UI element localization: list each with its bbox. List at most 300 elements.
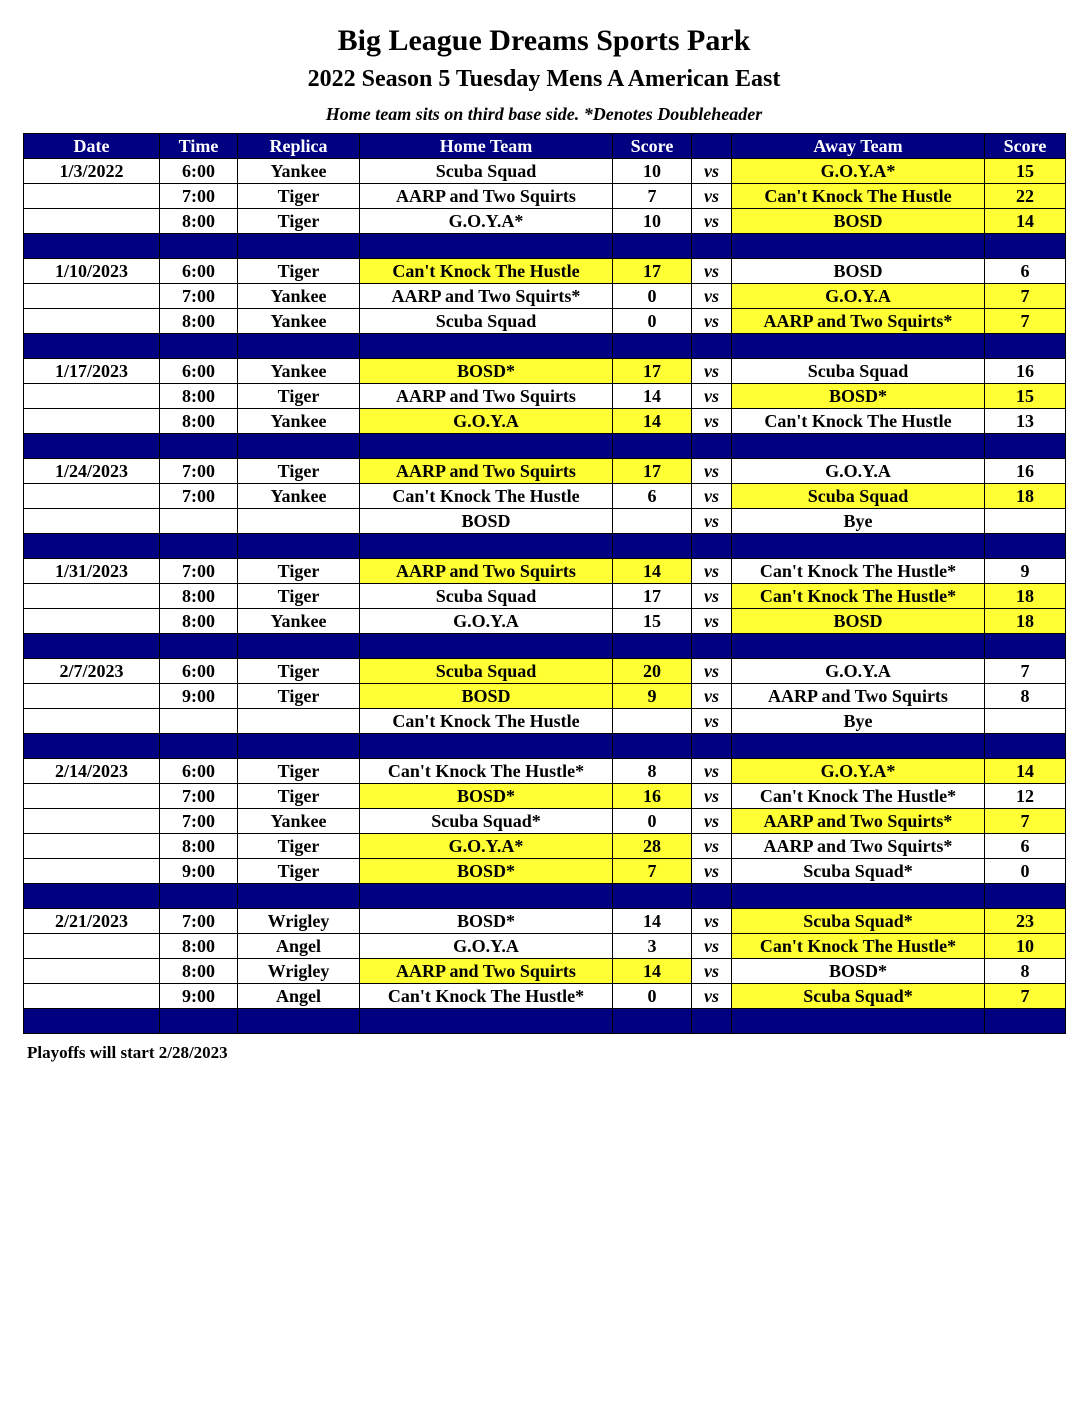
header-row [24,134,1066,159]
home-score: 14 [613,559,692,584]
home-score: 15 [613,609,692,634]
vs: vs [692,834,732,859]
vs: vs [692,984,732,1009]
home-score: 0 [613,284,692,309]
home-score: 3 [613,934,692,959]
home-team: G.O.Y.A [360,609,613,634]
home-team: BOSD [360,684,613,709]
vs: vs [692,759,732,784]
date-cell [24,809,160,834]
home-team: AARP and Two Squirts [360,459,613,484]
replica-cell: Yankee [238,159,360,184]
week-separator-row [24,234,1066,259]
game-row [24,759,1066,784]
date-cell [24,584,160,609]
vs: vs [692,359,732,384]
week-separator-row [24,334,1066,359]
away-score: 7 [985,309,1066,334]
separator-cell [613,884,692,909]
replica-cell: Tiger [238,184,360,209]
separator-cell [238,884,360,909]
date-cell [24,709,160,734]
date-cell: 1/31/2023 [24,559,160,584]
vs: vs [692,859,732,884]
replica-cell: Angel [238,984,360,1009]
away-team: G.O.Y.A [732,659,985,684]
game-row [24,209,1066,234]
replica-cell: Tiger [238,459,360,484]
time-cell: 7:00 [160,284,238,309]
time-cell: 7:00 [160,184,238,209]
time-cell: 7:00 [160,809,238,834]
away-score: 13 [985,409,1066,434]
date-cell [24,209,160,234]
time-cell: 6:00 [160,159,238,184]
home-team: Scuba Squad [360,159,613,184]
away-score: 18 [985,609,1066,634]
away-team: Can't Knock The Hustle* [732,584,985,609]
away-team: AARP and Two Squirts [732,684,985,709]
away-team: AARP and Two Squirts* [732,834,985,859]
replica-cell: Tiger [238,559,360,584]
away-team: BOSD [732,609,985,634]
separator-cell [732,634,985,659]
separator-cell [985,234,1066,259]
separator-cell [692,1009,732,1034]
home-score: 16 [613,784,692,809]
away-score: 23 [985,909,1066,934]
vs: vs [692,959,732,984]
vs: vs [692,909,732,934]
separator-cell [613,234,692,259]
separator-cell [692,734,732,759]
playoffs-note: Playoffs will start 2/28/2023 [27,1043,228,1062]
vs: vs [692,709,732,734]
game-row [24,509,1066,534]
replica-cell [238,509,360,534]
away-score: 14 [985,209,1066,234]
replica-cell: Tiger [238,384,360,409]
vs: vs [692,584,732,609]
time-cell: 6:00 [160,659,238,684]
date-cell [24,984,160,1009]
replica-cell: Tiger [238,584,360,609]
time-cell: 8:00 [160,934,238,959]
schedule-table [23,133,1066,1034]
separator-cell [360,334,613,359]
away-team: Can't Knock The Hustle [732,409,985,434]
col-header-replica: Replica [238,134,360,159]
separator-cell [692,334,732,359]
home-team: Can't Knock The Hustle* [360,759,613,784]
game-row [24,859,1066,884]
away-team: AARP and Two Squirts* [732,809,985,834]
separator-cell [24,534,160,559]
away-score: 18 [985,584,1066,609]
home-score: 20 [613,659,692,684]
separator-cell [692,234,732,259]
col-header-time: Time [160,134,238,159]
away-score: 16 [985,459,1066,484]
away-team: G.O.Y.A [732,459,985,484]
vs: vs [692,184,732,209]
replica-cell: Tiger [238,259,360,284]
home-score: 17 [613,584,692,609]
replica-cell: Tiger [238,859,360,884]
separator-cell [160,884,238,909]
home-score: 9 [613,684,692,709]
separator-cell [238,434,360,459]
time-cell: 8:00 [160,834,238,859]
separator-cell [360,234,613,259]
home-score: 14 [613,959,692,984]
vs: vs [692,784,732,809]
separator-cell [238,334,360,359]
vs: vs [692,934,732,959]
separator-cell [360,534,613,559]
separator-cell [360,734,613,759]
away-team: BOSD [732,209,985,234]
week-separator-row [24,434,1066,459]
separator-cell [238,734,360,759]
away-score: 15 [985,159,1066,184]
separator-cell [613,434,692,459]
date-cell [24,484,160,509]
separator-cell [732,1009,985,1034]
time-cell: 8:00 [160,309,238,334]
vs: vs [692,259,732,284]
away-score: 7 [985,659,1066,684]
away-score: 7 [985,284,1066,309]
date-cell [24,184,160,209]
separator-cell [360,634,613,659]
away-score: 6 [985,834,1066,859]
time-cell: 8:00 [160,209,238,234]
away-team: Scuba Squad* [732,984,985,1009]
replica-cell: Tiger [238,784,360,809]
time-cell: 8:00 [160,409,238,434]
game-row [24,559,1066,584]
date-cell [24,684,160,709]
game-row [24,984,1066,1009]
separator-cell [692,884,732,909]
separator-cell [613,734,692,759]
date-cell: 2/21/2023 [24,909,160,934]
time-cell: 6:00 [160,359,238,384]
game-row [24,484,1066,509]
away-score: 0 [985,859,1066,884]
schedule-note: Home team sits on third base side. *Denotes Doubleheader [325,104,763,124]
home-score: 14 [613,384,692,409]
replica-cell: Tiger [238,759,360,784]
separator-cell [985,434,1066,459]
date-cell [24,509,160,534]
home-score: 10 [613,209,692,234]
away-score: 12 [985,784,1066,809]
away-team: Scuba Squad* [732,909,985,934]
replica-cell: Yankee [238,309,360,334]
separator-cell [985,884,1066,909]
away-team: Scuba Squad* [732,859,985,884]
time-cell [160,709,238,734]
separator-cell [985,534,1066,559]
home-team: Can't Knock The Hustle [360,259,613,284]
away-score [985,509,1066,534]
time-cell: 6:00 [160,259,238,284]
home-team: G.O.Y.A [360,409,613,434]
time-cell: 8:00 [160,609,238,634]
separator-cell [692,634,732,659]
replica-cell: Tiger [238,684,360,709]
away-score: 8 [985,684,1066,709]
home-score: 17 [613,459,692,484]
time-cell: 9:00 [160,984,238,1009]
home-score: 14 [613,409,692,434]
separator-cell [732,334,985,359]
away-score: 16 [985,359,1066,384]
away-team: G.O.Y.A* [732,759,985,784]
home-score: 6 [613,484,692,509]
vs: vs [692,809,732,834]
time-cell: 8:00 [160,959,238,984]
game-row [24,784,1066,809]
page-subtitle: 2022 Season 5 Tuesday Mens A American East [307,66,781,92]
time-cell: 8:00 [160,384,238,409]
home-team: BOSD* [360,784,613,809]
game-row [24,709,1066,734]
away-team: Can't Knock The Hustle* [732,934,985,959]
time-cell [160,509,238,534]
date-cell: 1/17/2023 [24,359,160,384]
home-team: Scuba Squad [360,584,613,609]
separator-cell [238,634,360,659]
date-cell [24,284,160,309]
home-team: G.O.Y.A [360,934,613,959]
home-team: BOSD* [360,909,613,934]
replica-cell: Tiger [238,834,360,859]
separator-cell [160,234,238,259]
separator-cell [732,534,985,559]
away-team: BOSD [732,259,985,284]
home-team: G.O.Y.A* [360,209,613,234]
date-cell: 1/10/2023 [24,259,160,284]
vs: vs [692,459,732,484]
game-row [24,609,1066,634]
date-cell [24,409,160,434]
replica-cell: Angel [238,934,360,959]
replica-cell: Yankee [238,609,360,634]
away-score: 9 [985,559,1066,584]
home-score: 17 [613,359,692,384]
week-separator-row [24,534,1066,559]
away-team: Bye [732,709,985,734]
separator-cell [613,634,692,659]
time-cell: 6:00 [160,759,238,784]
away-team: G.O.Y.A* [732,159,985,184]
away-score: 7 [985,809,1066,834]
home-score: 8 [613,759,692,784]
date-cell: 1/24/2023 [24,459,160,484]
date-cell [24,834,160,859]
week-separator-row [24,734,1066,759]
week-separator-row [24,1009,1066,1034]
away-team: Bye [732,509,985,534]
date-cell [24,784,160,809]
vs: vs [692,309,732,334]
vs: vs [692,684,732,709]
replica-cell: Yankee [238,409,360,434]
vs: vs [692,559,732,584]
away-score: 7 [985,984,1066,1009]
separator-cell [732,734,985,759]
vs: vs [692,159,732,184]
home-score: 7 [613,859,692,884]
separator-cell [613,534,692,559]
home-score: 14 [613,909,692,934]
home-team: AARP and Two Squirts [360,959,613,984]
home-score: 0 [613,309,692,334]
separator-cell [985,634,1066,659]
separator-cell [24,334,160,359]
away-score: 14 [985,759,1066,784]
separator-cell [24,1009,160,1034]
game-row [24,459,1066,484]
away-score: 22 [985,184,1066,209]
replica-cell: Wrigley [238,959,360,984]
col-header-home-score: Score [613,134,692,159]
replica-cell: Yankee [238,359,360,384]
separator-cell [692,434,732,459]
home-team: Scuba Squad [360,309,613,334]
week-separator-row [24,634,1066,659]
separator-cell [160,634,238,659]
home-team: BOSD* [360,359,613,384]
home-team: AARP and Two Squirts [360,559,613,584]
separator-cell [160,734,238,759]
home-team: BOSD [360,509,613,534]
away-score: 15 [985,384,1066,409]
date-cell: 2/7/2023 [24,659,160,684]
separator-cell [24,884,160,909]
vs: vs [692,609,732,634]
home-score: 10 [613,159,692,184]
away-team: AARP and Two Squirts* [732,309,985,334]
away-team: BOSD* [732,384,985,409]
time-cell: 7:00 [160,909,238,934]
separator-cell [160,434,238,459]
separator-cell [732,884,985,909]
separator-cell [692,534,732,559]
page-title: Big League Dreams Sports Park [337,24,751,57]
date-cell [24,609,160,634]
home-team: Can't Knock The Hustle [360,484,613,509]
time-cell: 9:00 [160,859,238,884]
home-score: 28 [613,834,692,859]
away-team: BOSD* [732,959,985,984]
vs: vs [692,659,732,684]
home-team: Can't Knock The Hustle* [360,984,613,1009]
time-cell: 7:00 [160,559,238,584]
away-score: 18 [985,484,1066,509]
separator-cell [985,734,1066,759]
away-team: Scuba Squad [732,484,985,509]
separator-cell [238,234,360,259]
col-header-vs [692,134,732,159]
away-team: Scuba Squad [732,359,985,384]
home-team: G.O.Y.A* [360,834,613,859]
home-score [613,509,692,534]
home-team: AARP and Two Squirts [360,184,613,209]
date-cell: 2/14/2023 [24,759,160,784]
separator-cell [160,1009,238,1034]
separator-cell [160,334,238,359]
vs: vs [692,484,732,509]
time-cell: 7:00 [160,784,238,809]
home-team: Scuba Squad* [360,809,613,834]
away-team: G.O.Y.A [732,284,985,309]
separator-cell [985,1009,1066,1034]
game-row [24,159,1066,184]
separator-cell [985,334,1066,359]
game-row [24,684,1066,709]
game-row [24,284,1066,309]
date-cell [24,934,160,959]
replica-cell [238,709,360,734]
away-score: 8 [985,959,1066,984]
game-row [24,384,1066,409]
vs: vs [692,509,732,534]
col-header-home-team: Home Team [360,134,613,159]
vs: vs [692,384,732,409]
date-cell [24,309,160,334]
schedule-body [24,159,1066,1034]
vs: vs [692,209,732,234]
separator-cell [24,234,160,259]
separator-cell [160,534,238,559]
game-row [24,659,1066,684]
time-cell: 8:00 [160,584,238,609]
separator-cell [360,434,613,459]
home-score: 0 [613,984,692,1009]
game-row [24,934,1066,959]
game-row [24,184,1066,209]
replica-cell: Yankee [238,809,360,834]
replica-cell: Yankee [238,284,360,309]
away-team: Can't Knock The Hustle* [732,559,985,584]
home-score [613,709,692,734]
date-cell [24,859,160,884]
game-row [24,359,1066,384]
home-score: 17 [613,259,692,284]
away-team: Can't Knock The Hustle* [732,784,985,809]
date-cell [24,959,160,984]
separator-cell [24,634,160,659]
separator-cell [24,434,160,459]
home-team: Can't Knock The Hustle [360,709,613,734]
date-cell: 1/3/2022 [24,159,160,184]
separator-cell [732,434,985,459]
game-row [24,909,1066,934]
game-row [24,959,1066,984]
time-cell: 7:00 [160,459,238,484]
col-header-date: Date [24,134,160,159]
separator-cell [238,534,360,559]
separator-cell [238,1009,360,1034]
home-team: Scuba Squad [360,659,613,684]
vs: vs [692,409,732,434]
game-row [24,834,1066,859]
separator-cell [360,1009,613,1034]
